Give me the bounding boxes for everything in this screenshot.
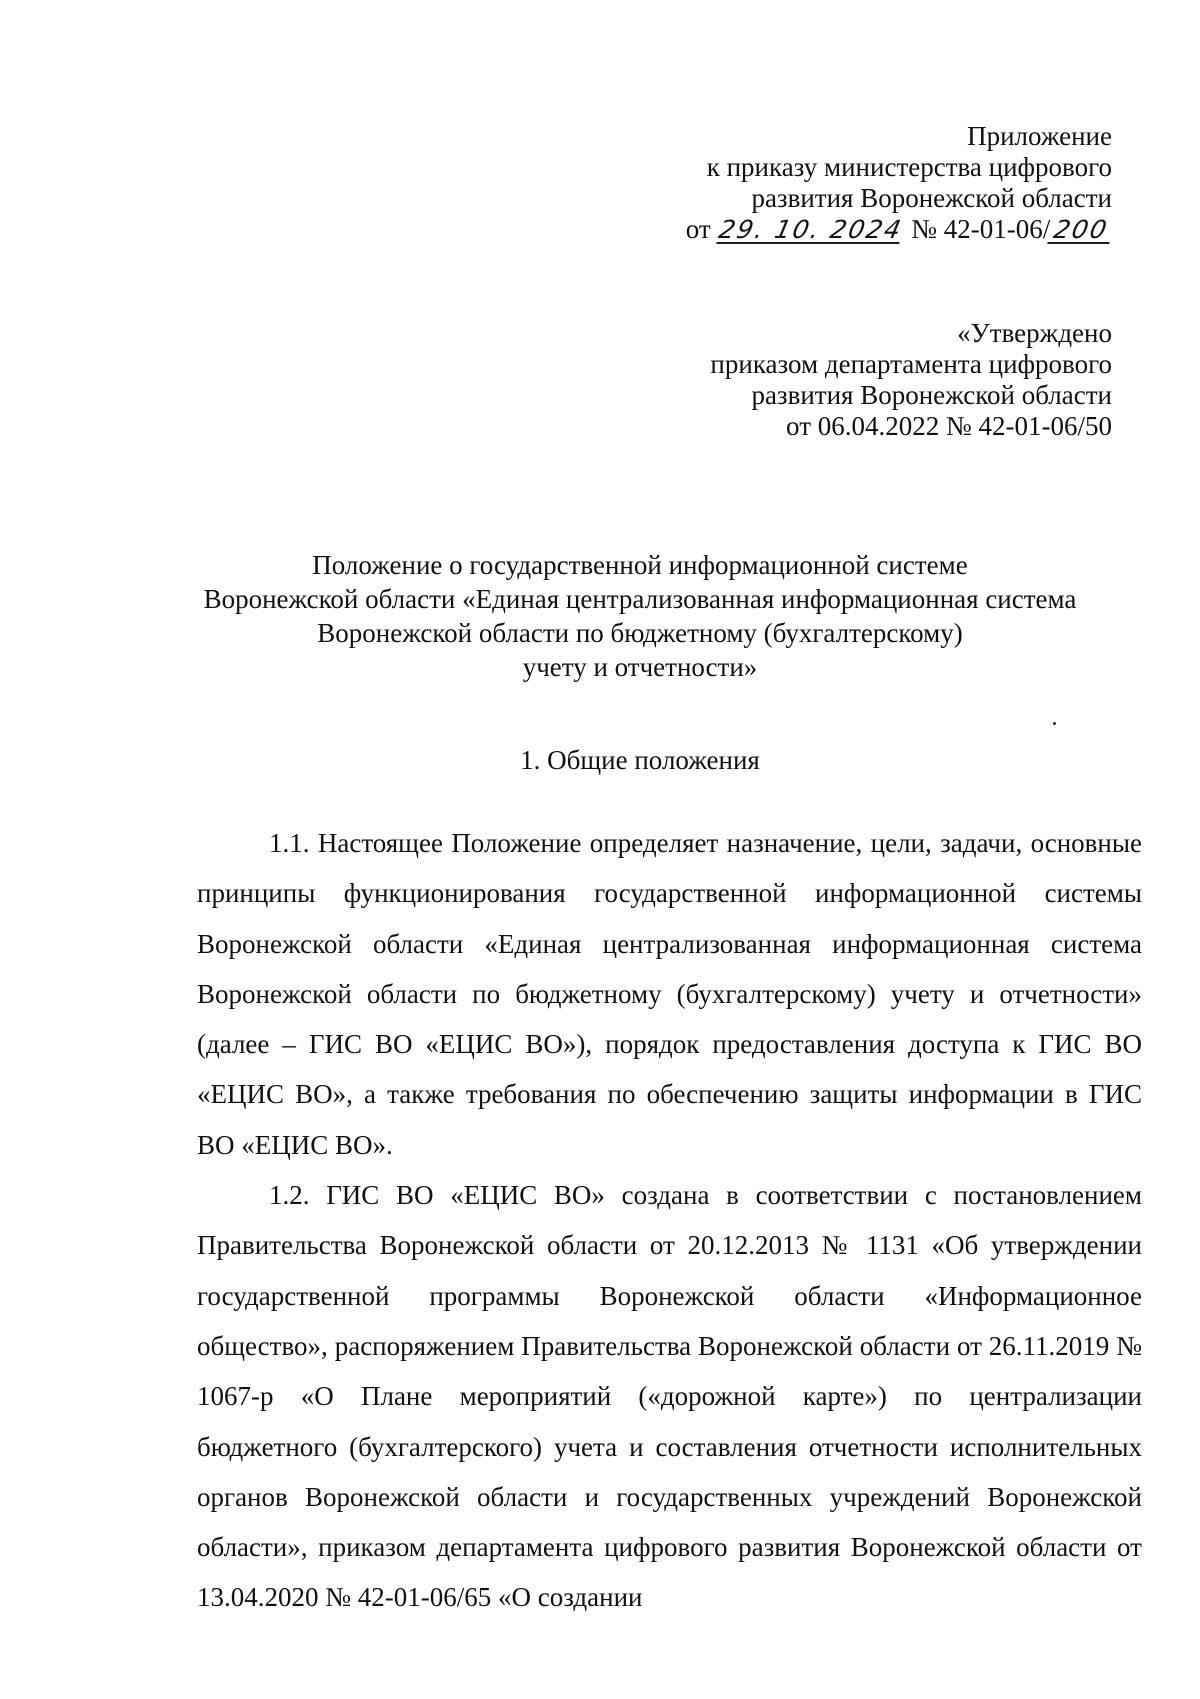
document-title-line-2: Воронежской области «Единая централизованная информационная система [203,584,1077,614]
approved-department-line: развития Воронежской области [751,380,1112,410]
document-body [197,818,1142,1623]
appendix-header [686,121,1112,245]
appendix-ministry-line: развития Воронежской области [751,183,1112,213]
handwritten-date: 29. 10. 2024 [716,215,906,244]
paragraph-1-2: 1.2. ГИС ВО «ЕЦИС ВО» создана в соответствии с постановлением Правительства Воронежской области от 20.12.2013 № 1131 «Об утверждении государственной программы Воронежской области «Информационное общество», распоряжением Правительства Воронежской области от 26.11.2019 № 1067-р «О Плане мероприятий («дорожной карте») по централизации бюджетного (бухгалтерского) учета и составления отчетности исполнительных органов Воронежской области и государственных учреждений Воронежской области», приказом департамента цифрового развития Воронежской области от 13.04.2020 № 42-01-06/65 «О создании [197,1180,1142,1613]
document-title-line-4: учету и отчетности» [522,652,758,682]
section-heading: 1. Общие положения [520,745,760,775]
date-prefix: от [685,214,711,244]
scan-speck [1053,722,1056,725]
approved-order-line: приказом департамента цифрового [710,349,1112,379]
order-number-prefix: № 42-01-06/ [911,214,1051,244]
appendix-date-number-line [686,214,1112,245]
document-title-line-3: Воронежской области по бюджетному (бухгалтерскому) [317,618,963,648]
appendix-title: Приложение [967,121,1112,151]
document-title [120,548,1160,684]
approved-date-number-line: от 06.04.2022 № 42-01-06/50 [786,411,1112,441]
document-title-line-1: Положение о государственной информационной системе [312,550,968,580]
appendix-order-line: к приказу министерства цифрового [706,152,1112,182]
approved-header [710,318,1112,442]
handwritten-order-number: 200 [1048,218,1115,244]
paragraph-1-1: 1.1. Настоящее Положение определяет назначение, цели, задачи, основные принципы функционирования государственной информационной системы Воронежской области «Единая централизованная информационная система Воронежской области по бюджетному (бухгалтерскому) учету и отчетности» (далее – ГИС ВО «ЕЦИС ВО»), порядок предоставления доступа к ГИС ВО «ЕЦИС ВО», а также требования по обеспечению защиты информации в ГИС ВО «ЕЦИС ВО». [197,828,1142,1160]
approved-title: «Утверждено [957,318,1112,348]
